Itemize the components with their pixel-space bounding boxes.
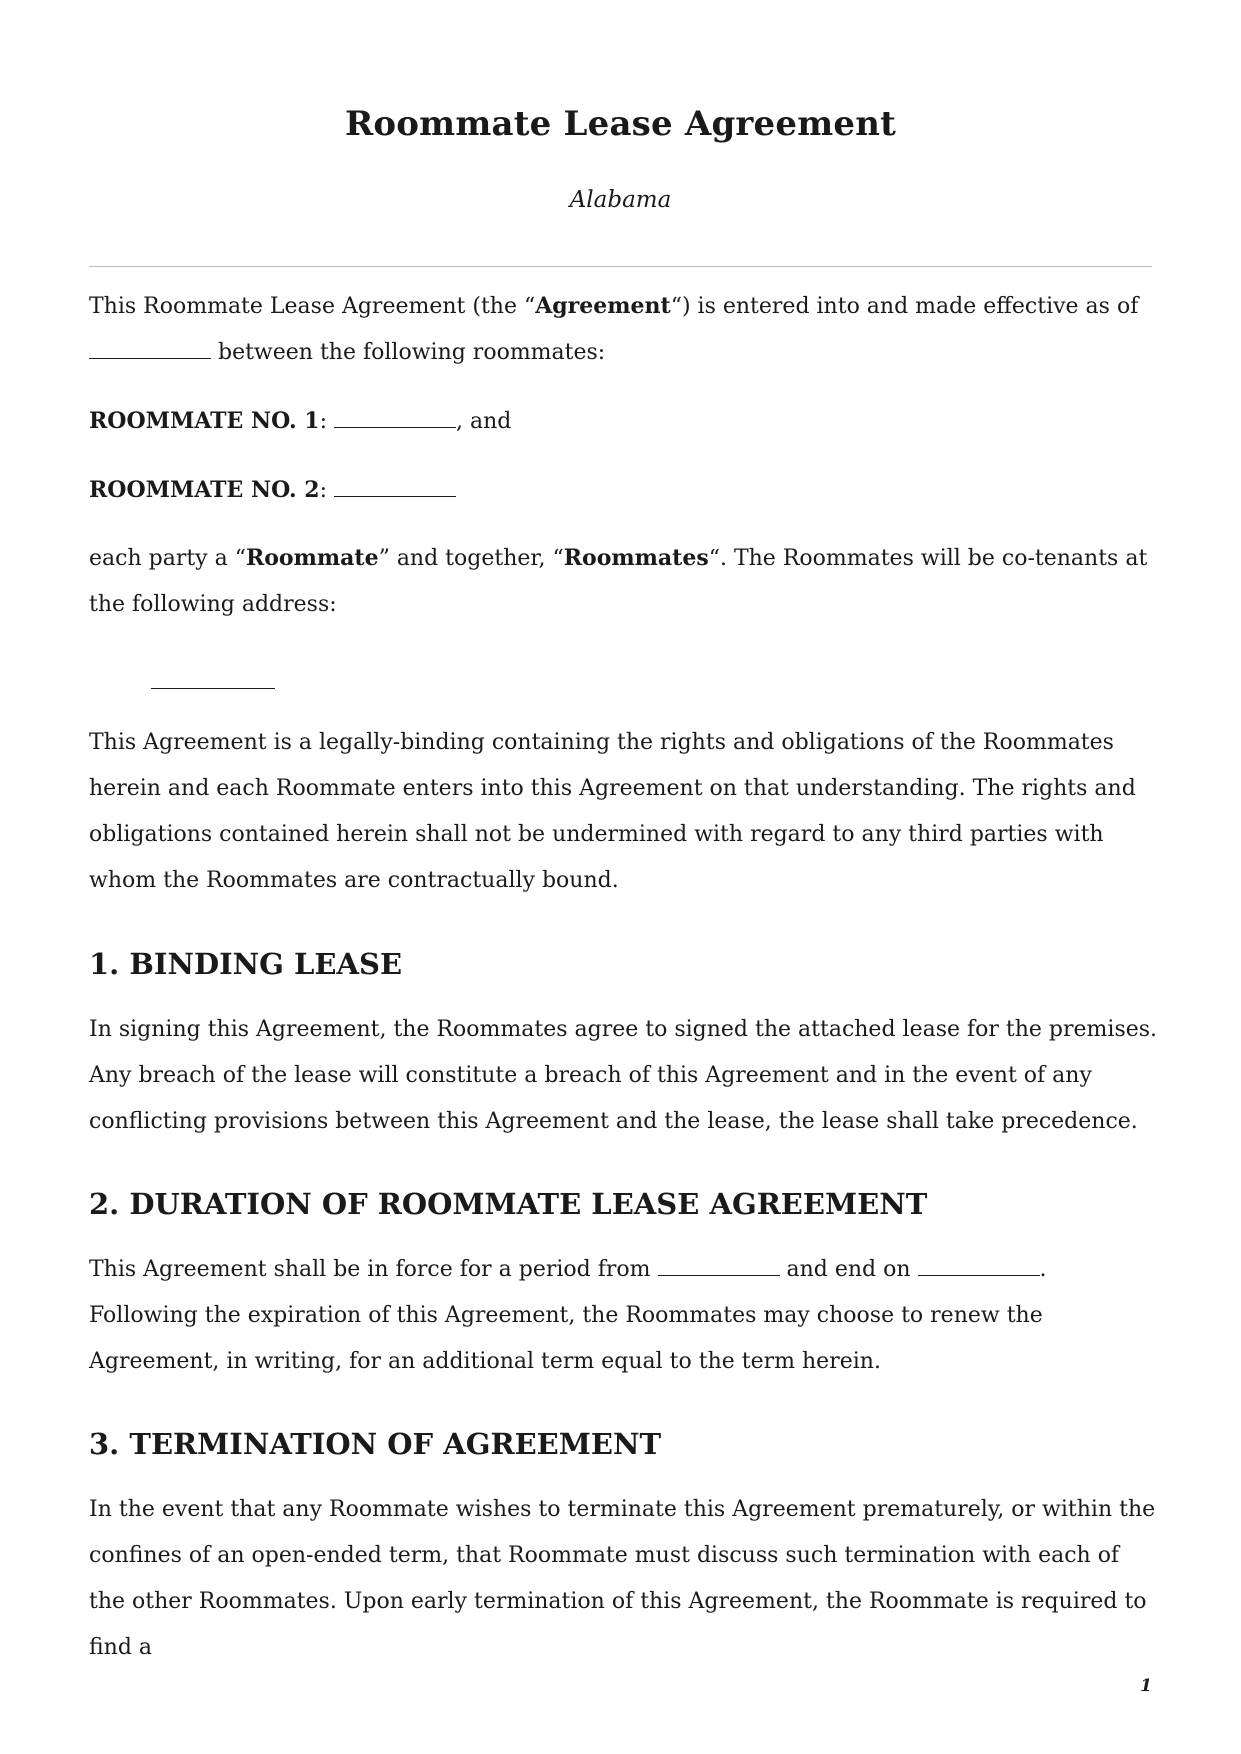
intro-bold-term: Agreement bbox=[535, 293, 671, 319]
roommate-2-colon: : bbox=[319, 478, 334, 503]
binding-paragraph: This Agreement is a legally-binding containing the rights and obligations of the Roommates herein and each Roommate enters into this Agreement on that understanding. The rights and obligations contained herein shall not be undermined with regard to any third parties with whom the Roommates are contractually bound. bbox=[89, 730, 1136, 893]
section-1-heading: 1. BINDING LEASE bbox=[89, 947, 403, 981]
section-3-heading: 3. TERMINATION OF AGREEMENT bbox=[89, 1427, 662, 1461]
title-divider bbox=[89, 266, 1152, 267]
effective-date-blank bbox=[89, 354, 211, 359]
page-number: 1 bbox=[1140, 1676, 1152, 1696]
intro-text-start: This Roommate Lease Agreement (the “ bbox=[89, 294, 536, 319]
document-subtitle: Alabama bbox=[569, 187, 672, 213]
section-2-text-middle: and end on bbox=[779, 1257, 918, 1282]
roommate-2-label: ROOMMATE NO. 2 bbox=[89, 477, 320, 503]
roommate-2-blank bbox=[334, 492, 456, 497]
intro-text-end: between the following roommates: bbox=[211, 340, 606, 365]
parties-text-start: each party a “ bbox=[89, 546, 246, 571]
parties-bold-roommate: Roommate bbox=[245, 545, 379, 571]
parties-paragraph bbox=[89, 535, 1159, 628]
section-2-text-end: . Following the expiration of this Agreement, the Roommates may choose to renew the Agreement, in writing, for an additional term equal to the term herein. bbox=[89, 1257, 1047, 1374]
section-2-text bbox=[89, 1247, 1159, 1385]
document-title: Roommate Lease Agreement bbox=[344, 104, 897, 144]
parties-bold-roommates: Roommates bbox=[563, 545, 709, 571]
roommate-1-label: ROOMMATE NO. 1 bbox=[89, 408, 320, 434]
end-date-blank bbox=[918, 1271, 1040, 1276]
intro-paragraph bbox=[89, 283, 1159, 376]
parties-text-end: “. The Roommates will be co-tenants at the following address: bbox=[89, 546, 1148, 617]
roommate-2-line bbox=[89, 467, 1159, 514]
roommate-1-suffix: , and bbox=[456, 409, 512, 434]
section-3-text: In the event that any Roommate wishes to terminate this Agreement prematurely, or within the confines of an open-ended term, that Roommate must discuss such termination with each of the other Roommates. Upon early termination of this Agreement, the Roommate is required to find a bbox=[89, 1497, 1156, 1660]
start-date-blank bbox=[658, 1271, 780, 1276]
section-2-text-start: This Agreement shall be in force for a period from bbox=[89, 1257, 658, 1282]
roommate-1-colon: : bbox=[319, 409, 334, 434]
section-1-text: In signing this Agreement, the Roommates agree to signed the attached lease for the premises. Any breach of the lease will constitute a breach of this Agreement and in the event of any conflicting provisions between this Agreement and the lease, the lease shall take precedence. bbox=[89, 1017, 1158, 1134]
intro-text-middle: “) is entered into and made effective as of bbox=[670, 294, 1139, 319]
address-blank bbox=[151, 688, 275, 689]
roommate-1-blank bbox=[334, 423, 456, 428]
roommate-1-line bbox=[89, 398, 1159, 445]
parties-text-middle: ” and together, “ bbox=[378, 546, 564, 571]
section-2-heading: 2. DURATION OF ROOMMATE LEASE AGREEMENT bbox=[89, 1187, 928, 1221]
